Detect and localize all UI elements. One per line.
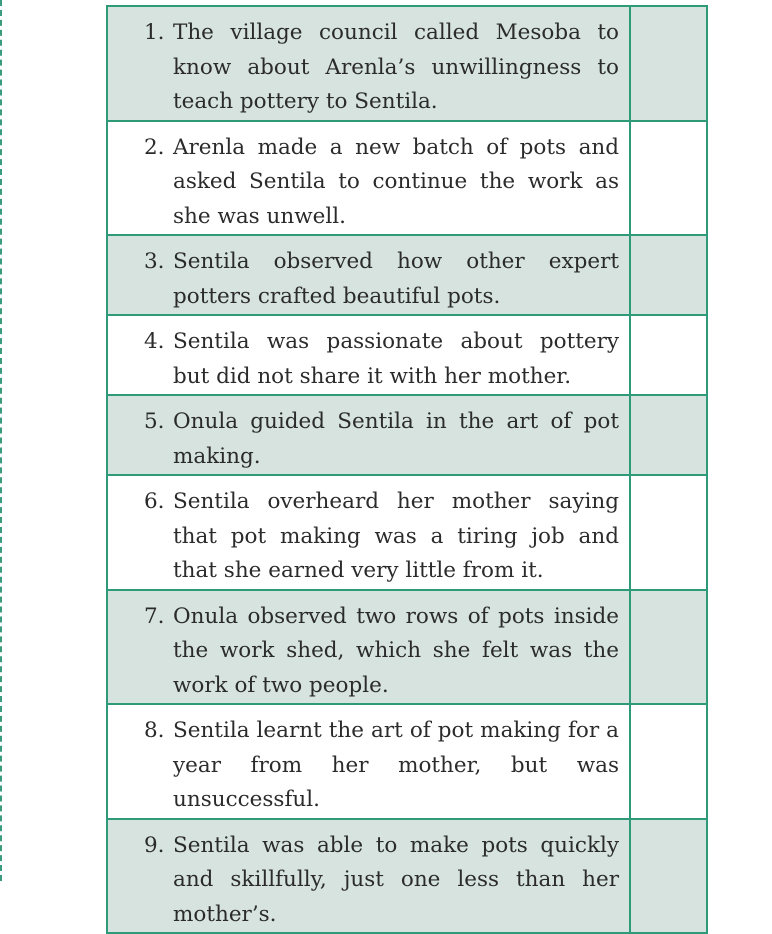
table-row xyxy=(107,590,707,705)
answer-box[interactable] xyxy=(630,395,707,475)
statement-number: 1. xyxy=(144,20,165,45)
statement-cell xyxy=(107,704,630,819)
statement-text: Sentila overheard her mother saying that pot making was a tiring job and that she earned very little from it. xyxy=(173,489,619,583)
answer-box[interactable] xyxy=(630,235,707,315)
statement-cell xyxy=(107,121,630,236)
table-row xyxy=(107,395,707,475)
sequencing-table xyxy=(106,5,708,934)
statement-text: Onula guided Sentila in the art of pot making. xyxy=(173,409,619,469)
statement-number: 6. xyxy=(144,489,165,514)
dashed-page-margin xyxy=(0,0,2,881)
statement-cell xyxy=(107,6,630,121)
statement-cell xyxy=(107,395,630,475)
statement-number: 3. xyxy=(144,249,165,274)
statement-number: 4. xyxy=(144,329,165,354)
statement-text: Onula observed two rows of pots inside the work shed, which she felt was the work of two people. xyxy=(173,603,619,698)
answer-box[interactable] xyxy=(630,121,707,236)
table-row xyxy=(107,235,707,315)
statement-number: 2. xyxy=(144,134,165,160)
answer-box[interactable] xyxy=(630,315,707,395)
statement-cell xyxy=(107,315,630,395)
statement-number: 7. xyxy=(144,603,165,629)
table-row xyxy=(107,315,707,395)
statement-cell xyxy=(107,235,630,315)
statement-cell xyxy=(107,475,630,590)
answer-box[interactable] xyxy=(630,704,707,819)
statement-number: 5. xyxy=(144,409,165,434)
table-row xyxy=(107,475,707,590)
statement-cell xyxy=(107,819,630,934)
statement-text: Arenla made a new batch of pots and asked Sentila to continue the work as she was unwell. xyxy=(173,134,619,229)
table-row xyxy=(107,121,707,236)
answer-box[interactable] xyxy=(630,819,707,934)
statement-text: Sentila was passionate about pottery but did not share it with her mother. xyxy=(173,329,619,389)
statement-text: Sentila learnt the art of pot making for a year from her mother, but was unsuccessful. xyxy=(173,718,619,812)
table-row xyxy=(107,819,707,934)
statement-text: Sentila observed how other expert potters crafted beautiful pots. xyxy=(173,249,619,309)
table-row xyxy=(107,6,707,121)
table-row xyxy=(107,704,707,819)
statement-text: Sentila was able to make pots quickly and skillfully, just one less than her mother’s. xyxy=(173,832,619,927)
answer-box[interactable] xyxy=(630,590,707,705)
answer-box[interactable] xyxy=(630,475,707,590)
answer-box[interactable] xyxy=(630,6,707,121)
statement-text: The village council called Mesoba to know about Arenla’s unwillingness to teach pottery to Sentila. xyxy=(173,20,619,114)
statement-number: 9. xyxy=(144,832,165,858)
statement-number: 8. xyxy=(144,718,165,743)
statement-cell xyxy=(107,590,630,705)
